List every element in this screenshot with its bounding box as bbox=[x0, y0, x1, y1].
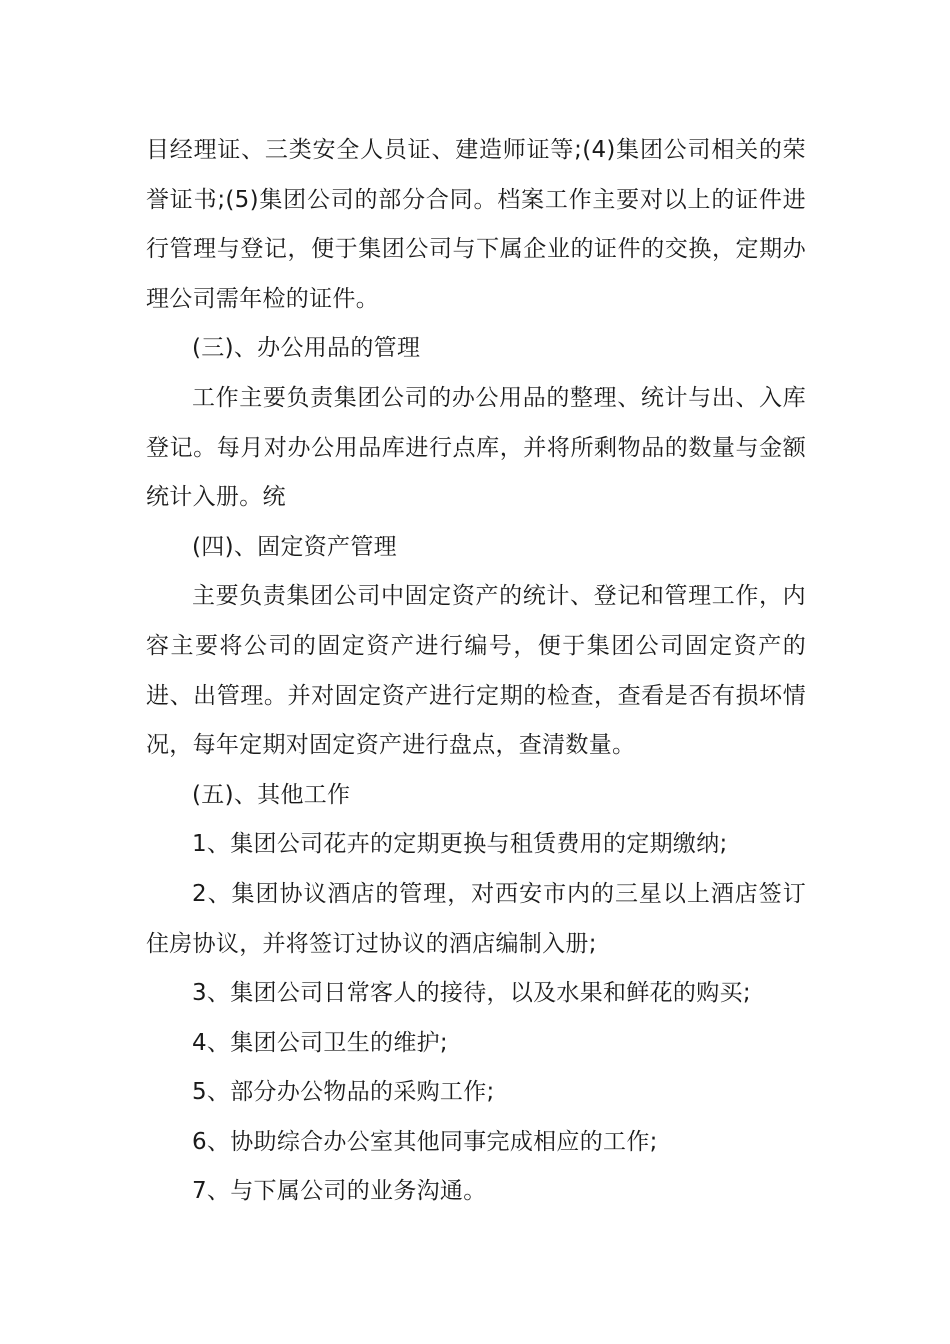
section-heading-other-work: (五)、其他工作 bbox=[192, 781, 351, 808]
paragraph-office-supplies: 工作主要负责集团公司的办公用品的整理、统计与出、入库登记。每月对办公用品库进行点库，并将所剩物品的数量与金额统计入册。统 bbox=[146, 384, 806, 511]
paragraph-fixed-assets: 主要负责集团公司中固定资产的统计、登记和管理工作，内容主要将公司的固定资产进行编号，便于集团公司固定资产的进、出管理。并对固定资产进行定期的检查，查看是否有损坏情况，每年定期对固定资产进行盘点，查清数量。 bbox=[146, 583, 806, 759]
list-item: 7、与下属公司的业务沟通。 bbox=[192, 1178, 487, 1205]
list-item: 1、集团公司花卉的定期更换与租赁费用的定期缴纳; bbox=[192, 831, 728, 858]
list-item: 3、集团公司日常客人的接待，以及水果和鲜花的购买; bbox=[192, 980, 751, 1007]
list-item: 2、集团协议酒店的管理，对西安市内的三星以上酒店签订住房协议，并将签订过协议的酒店编制入册; bbox=[146, 880, 806, 957]
paragraph-archive-continued: 目经理证、三类安全人员证、建造师证等;(4)集团公司相关的荣誉证书;(5)集团公司的部分合同。档案工作主要对以上的证件进行管理与登记，便于集团公司与下属企业的证件的交换，定期办理公司需年检的证件。 bbox=[146, 137, 806, 312]
document-body bbox=[146, 126, 806, 1217]
section-heading-fixed-assets: (四)、固定资产管理 bbox=[192, 533, 397, 560]
list-item: 4、集团公司卫生的维护; bbox=[192, 1029, 448, 1056]
section-heading-office-supplies: (三)、办公用品的管理 bbox=[192, 335, 421, 362]
list-item: 5、部分办公物品的采购工作; bbox=[192, 1079, 495, 1106]
list-item: 6、协助综合办公室其他同事完成相应的工作; bbox=[192, 1128, 658, 1155]
